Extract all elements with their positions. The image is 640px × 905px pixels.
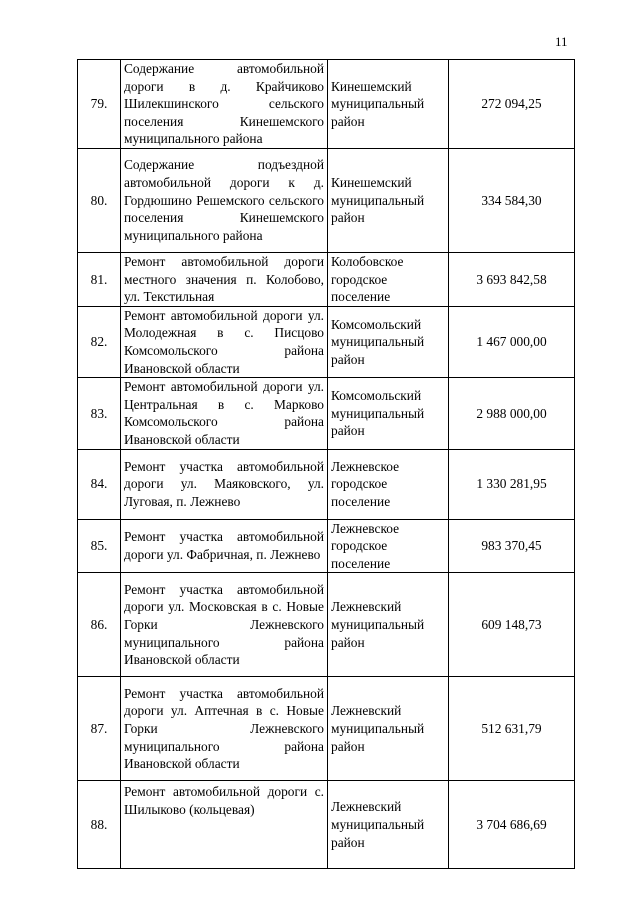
amount: 3 693 842,58 xyxy=(449,252,575,306)
amount: 3 704 686,69 xyxy=(449,781,575,869)
road-description: Содержание автомобильной дороги в д. Крайчиково Шилекшинского сельского поселения Кинешемского муниципального района xyxy=(121,60,328,149)
table-row xyxy=(78,148,575,252)
row-number: 80. xyxy=(78,148,121,252)
table-row xyxy=(78,677,575,781)
municipality: Кинешемский муниципальный район xyxy=(328,148,449,252)
row-number: 88. xyxy=(78,781,121,869)
road-description: Ремонт участка автомобильной дороги ул. Маяковского, ул. Луговая, п. Лежнево xyxy=(121,449,328,519)
municipality: Лежневский муниципальный район xyxy=(328,677,449,781)
table-row xyxy=(78,519,575,573)
municipality: Лежневский муниципальный район xyxy=(328,573,449,677)
road-description: Ремонт автомобильной дороги с. Шилыково (кольцевая) xyxy=(121,781,328,869)
municipality: Лежневское городское поселение xyxy=(328,519,449,573)
municipality: Кинешемский муниципальный район xyxy=(328,60,449,149)
row-number: 84. xyxy=(78,449,121,519)
table-row xyxy=(78,781,575,869)
road-description: Ремонт автомобильной дороги местного значения п. Колобово, ул. Текстильная xyxy=(121,252,328,306)
table-row xyxy=(78,306,575,377)
road-description: Ремонт автомобильной дороги ул. Центральная в с. Марково Комсомольского района Ивановской области xyxy=(121,378,328,449)
page-number: 11 xyxy=(555,34,568,49)
road-description: Ремонт участка автомобильной дороги ул. Фабричная, п. Лежнево xyxy=(121,519,328,573)
municipality: Лежневский муниципальный район xyxy=(328,781,449,869)
row-number: 85. xyxy=(78,519,121,573)
amount: 512 631,79 xyxy=(449,677,575,781)
amount: 609 148,73 xyxy=(449,573,575,677)
amount: 2 988 000,00 xyxy=(449,378,575,449)
amount: 1 330 281,95 xyxy=(449,449,575,519)
table-row xyxy=(78,378,575,449)
table-row xyxy=(78,60,575,149)
table-row xyxy=(78,573,575,677)
row-number: 79. xyxy=(78,60,121,149)
municipality: Колобовское городское поселение xyxy=(328,252,449,306)
amount: 983 370,45 xyxy=(449,519,575,573)
table-row xyxy=(78,252,575,306)
row-number: 86. xyxy=(78,573,121,677)
roads-table xyxy=(77,59,575,869)
row-number: 83. xyxy=(78,378,121,449)
table-row xyxy=(78,449,575,519)
row-number: 87. xyxy=(78,677,121,781)
row-number: 81. xyxy=(78,252,121,306)
row-number: 82. xyxy=(78,306,121,377)
municipality: Комсомольский муниципальный район xyxy=(328,378,449,449)
municipality: Лежневское городское поселение xyxy=(328,449,449,519)
road-description: Ремонт участка автомобильной дороги ул. Московская в с. Новые Горки Лежневского муниципального района Ивановской области xyxy=(121,573,328,677)
road-description: Ремонт автомобильной дороги ул. Молодежная в с. Писцово Комсомольского района Ивановской области xyxy=(121,306,328,377)
amount: 272 094,25 xyxy=(449,60,575,149)
road-description: Ремонт участка автомобильной дороги ул. Аптечная в с. Новые Горки Лежневского муниципального района Ивановской области xyxy=(121,677,328,781)
road-description: Содержание подъездной автомобильной дороги к д. Гордюшино Решемского сельского поселения Кинешемского муниципального района xyxy=(121,148,328,252)
municipality: Комсомольский муниципальный район xyxy=(328,306,449,377)
amount: 334 584,30 xyxy=(449,148,575,252)
amount: 1 467 000,00 xyxy=(449,306,575,377)
